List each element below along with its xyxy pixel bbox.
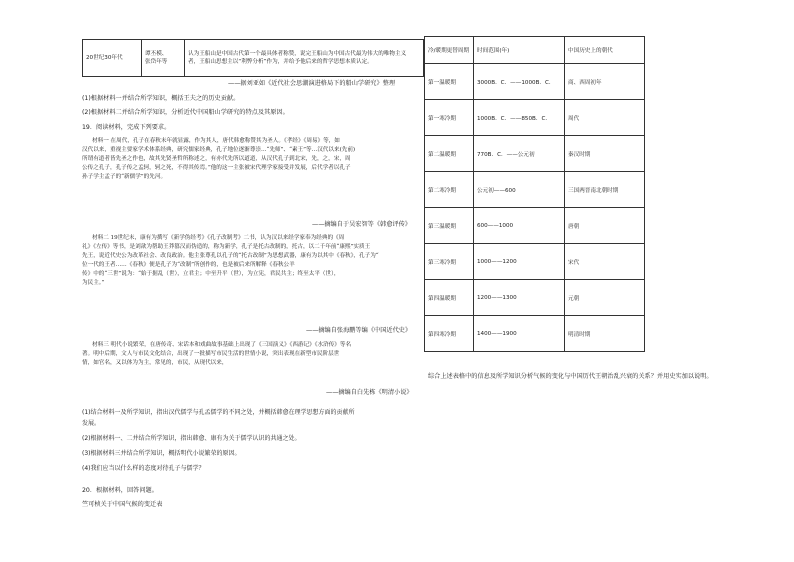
table-cell: 三国两晋南北朝时期 [565, 172, 645, 208]
question-1: (1)根据材料一并结合所学知识，概括王夫之的历史贡献。 [82, 95, 240, 102]
table-row [425, 316, 645, 352]
material-3-source: ——摘编自白先栋《明清小说》 [326, 389, 413, 396]
table-cell: 1200——1300 [474, 280, 565, 316]
table-cell: 宋代 [565, 244, 645, 280]
material-3-line: 情，如官名，又以体为为主，常见的，市民，从现代以来， [82, 360, 228, 366]
table-row [425, 64, 645, 100]
material-2-line: 礼》《左传》等书，是刘歆为帮助王莽篡汉而伪造的，称为新学，孔子是托古改制的，托古，以二千年前“康熙”实质王 [82, 244, 371, 250]
question-20-subtitle: 竺可桢关于中国气候的变迁表 [82, 501, 163, 508]
material-1-source: ——摘编自于吴宏智等《韩愈评传》 [312, 221, 411, 228]
table-row [425, 280, 645, 316]
sub-question: (3)根据材料三并结合所学知识，概括明代小说繁荣的原因。 [82, 450, 241, 457]
table-cell: 770B．C．——公元初 [474, 136, 565, 172]
material-2-line: 位一代的王者……《春秋》便是孔子为“改制”所创作的，也是被后来所解释《春秋公羊 [82, 262, 295, 268]
table-question: 综合上述表格中的信息及所学知识分析气候的变化与中国历代王朝治乱兴衰的关系？并用史实加以说明。 [428, 373, 713, 380]
table-cell: 第三寒冷期 [425, 244, 474, 280]
table-cell: 3000B．C．——1000B．C． [474, 64, 565, 100]
table-cell: 第三温暖期 [425, 208, 474, 244]
table-cell: 第二温暖期 [425, 136, 474, 172]
table-cell: 公元初——600 [474, 172, 565, 208]
material-3-line: 材料三 明代小说繁荣，在唐传奇、宋话本和戏曲故事基础上出现了《三国演义》《西游记》《水浒传》等名 [92, 342, 352, 348]
text-line: 认为王船山是中国古代第一个最具体者称赞，说完王船山为中国古代最为伟大的唯物主义 [188, 51, 407, 57]
table-cell: 第四寒冷期 [425, 316, 474, 352]
material-2-line: 为民主。” [82, 280, 105, 286]
table-cell: 600——1000 [474, 208, 565, 244]
sub-question: (2)根据材料一、二并结合所学知识，指出韩愈、康有为关于儒学认识的共通之处。 [82, 435, 301, 442]
material-2-source: ——摘编自张海鹏等编《中国近代史》 [306, 327, 412, 334]
sub-question: (4)我们应当以什么样的态度对待孔子与儒学？ [82, 465, 205, 472]
header-cell: 时间范围(年) [474, 37, 565, 64]
table-cell: 第一寒冷期 [425, 100, 474, 136]
question-20: 20．根据材料，回答问题。 [82, 487, 158, 494]
table-header-row [425, 37, 645, 64]
header-cell: 中国历史上的朝代 [565, 37, 645, 64]
period-cell: 20世纪30年代 [83, 40, 142, 77]
people-cell [142, 40, 185, 77]
material-2-line: 材料二 19世纪末，康有为撰写《新学伪经考》《孔子改制考》二书，认为汉以来经学家奉为经典的《周 [92, 235, 345, 241]
material-1-line: 所谓有道者皆先圣之作也，故其先贤圣哲所称述之，有亦代先所以道道，从汉代孔子到北宋，先，之，宋，周 [82, 156, 351, 162]
table-row [425, 244, 645, 280]
table-cell: 1400——1900 [474, 316, 565, 352]
question-19: 19．阅读材料，完成下列要求。 [82, 124, 171, 131]
sub-question: (1)结合材料一及所学知识，指出汉代儒学与孔孟儒学的不同之处，并概括韩愈在理学思想方面的贡献所 [82, 409, 355, 416]
material-1-line: 材料一 在周代，孔子在春秋末年就显露，作为其人，唐代韩愈称赞其为圣人。《孝经》《周易》等，如 [92, 138, 340, 144]
material-1-line: 孙子学主孟子的“新儒学”的先河。 [82, 174, 167, 180]
material-3 [82, 341, 420, 368]
material-2-line: 传》中的“三世”说为：“始于据乱（世），立君主；中至升平（世），为立宪，君民共主；终至太平（世）， [82, 271, 340, 277]
sub-question: 发展。 [82, 420, 101, 427]
material-3-line: 著。明中后期，文人与市民文化结合，出现了一批描写市民生活的世情小说，突出表现在新型市民阶层世 [82, 351, 340, 357]
table-cell: 第一温暖期 [425, 64, 474, 100]
table-cell: 周代 [565, 100, 645, 136]
material-2 [82, 234, 420, 288]
text-cell [185, 40, 424, 77]
person-line: 谭丕模、 [145, 51, 168, 57]
header-cell: 冷/暖期更替周期 [425, 37, 474, 64]
material-2-line: 先王，说近代史公为改革社会、改良政治。他主张尊孔以孔子的“托古改制”为思想武器，康有为以其中《春秋》，孔子为“ [82, 253, 379, 259]
table-cell: 第二寒冷期 [425, 172, 474, 208]
table-cell: 第四温暖期 [425, 280, 474, 316]
table-cell: 秦汉时期 [565, 136, 645, 172]
text-line: 者，王船山思想主以“利弊分析”作为，并给予他后来的哲学思想本质认定。 [188, 59, 373, 65]
table-row [425, 208, 645, 244]
table-cell: 唐朝 [565, 208, 645, 244]
material-1 [82, 137, 420, 182]
table-cell: 1000——1200 [474, 244, 565, 280]
top-table [82, 39, 424, 77]
material-1-line: 公传之孔子，孔子传之孟轲，轲之死，不得其传焉。”他的这一主张被宋代理学家接受并发展，后代学者以孔子 [82, 165, 351, 171]
climate-table [424, 36, 645, 352]
table-cell: 1000B．C．——850B．C． [474, 100, 565, 136]
table-row [425, 136, 645, 172]
person-line: 张岱年等 [145, 59, 168, 65]
question-2: (2)根据材料二并结合所学知识，分析近代中国船山学研究的特点及其原因。 [82, 109, 289, 116]
table-cell: 元朝 [565, 280, 645, 316]
table-cell: 明清时期 [565, 316, 645, 352]
material-1-line: 汉代以来，重视主要家学术体系经典，研究儒家经典，孔子地位逐渐尊崇…“先师”、“素王”等…汉代以来(先前) [82, 147, 356, 153]
table-cell: 商、西周初年 [565, 64, 645, 100]
table-row [425, 172, 645, 208]
source-note: ——据刘亚如《近代社会思潮演进格局下的船山学研究》整理 [228, 80, 396, 87]
sub-questions [82, 407, 422, 474]
table-row [83, 40, 424, 77]
table-row [425, 100, 645, 136]
